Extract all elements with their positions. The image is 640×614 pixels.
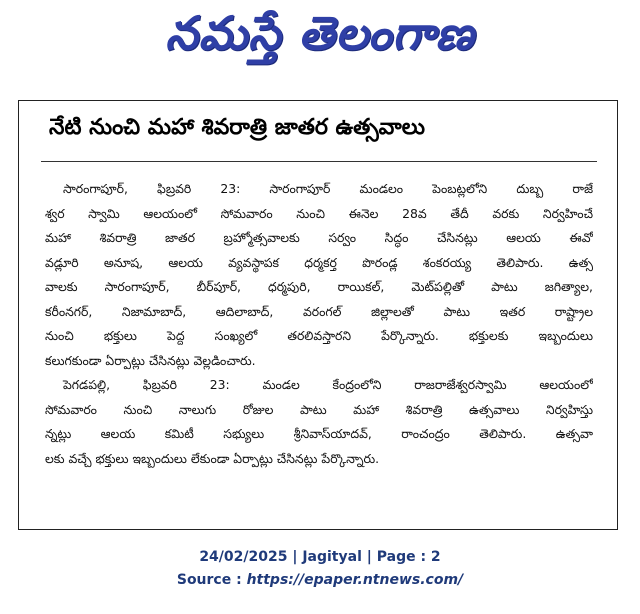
article-line: సారంగాపూర్, ఫిబ్రవరి 23: సారంగాపూర్ మండలం పెంబట్లలోని దుబ్బ రాజే <box>63 181 593 196</box>
source-url: https://epaper.ntnews.com/ <box>246 572 464 588</box>
article-line: వడ్లూరి అనూష, ఆలయ వ్యవస్థాపక ధర్మకర్త పొరండ్ల శంకరయ్య తెలిపారు. ఉత్స <box>45 254 593 270</box>
newspaper-logo: నమస్తే తెలంగాణ <box>165 6 475 60</box>
article-headline: నేటి నుంచి మహా శివరాత్రి జాతర ఉత్సవాలు <box>49 115 425 140</box>
article-line: కలుగకుండా ఏర్పాట్లు చేసినట్లు వెల్లడించారు. <box>45 352 256 368</box>
article-line: న్నట్లు ఆలయ కమిటీ సభ్యులు శ్రీనివాస్‌యాదవ్, రాంచంద్రం తెలిపారు. ఉత్సవా <box>45 426 593 441</box>
article-line: లకు వచ్చే భక్తులు ఇబ్బందులు లేకుండా ఏర్పాట్లు చేసినట్లు పేర్కొన్నారు. <box>45 450 380 466</box>
article-clipping <box>18 100 618 530</box>
article-line: సోమవారం నుంచి నాలుగు రోజుల పాటు మహా శివరాత్రి ఉత్సవాలు నిర్వహిస్తు <box>45 401 593 417</box>
article-line: నుంచి భక్తులు పెద్ద సంఖ్యలో తరలివస్తారని పేర్కొన్నారు. భక్తులకు ఇబ్బందులు <box>45 328 593 343</box>
article-line: వాలకు సారంగాపూర్, బీర్‌పూర్, ధర్మపురి, రాయికల్, మెట్‌పల్లితో పాటు జగిత్యాల, <box>45 279 593 294</box>
article-line: మహా శివరాత్రి జాతర బ్రహ్మోత్సవాలకు సర్వం సిద్ధం చేసినట్లు ఆలయ ఈవో <box>45 230 593 245</box>
headline-divider <box>41 161 597 162</box>
footer-source-line <box>0 572 640 588</box>
article-line: పెగడపల్లి, ఫిబ్రవరి 23: మండల కేంద్రంలోని రాజరాజేశ్వరస్వామి ఆలయంలో <box>63 377 593 392</box>
article-line: శ్వర స్వామి ఆలయంలో సోమవారం నుంచి ఈనెల 28వ తేదీ వరకు నిర్వహించే <box>45 205 593 221</box>
source-label: Source : <box>176 572 247 588</box>
article-line: కరీంనగర్, నిజామాబాద్, ఆదిలాబాద్, వరంగల్ జిల్లాలతో పాటు ఇతర రాష్ట్రాల <box>45 303 593 319</box>
article-body <box>45 177 593 471</box>
masthead <box>0 0 640 80</box>
footer-date-line: 24/02/2025 | Jagityal | Page : 2 <box>199 549 441 565</box>
